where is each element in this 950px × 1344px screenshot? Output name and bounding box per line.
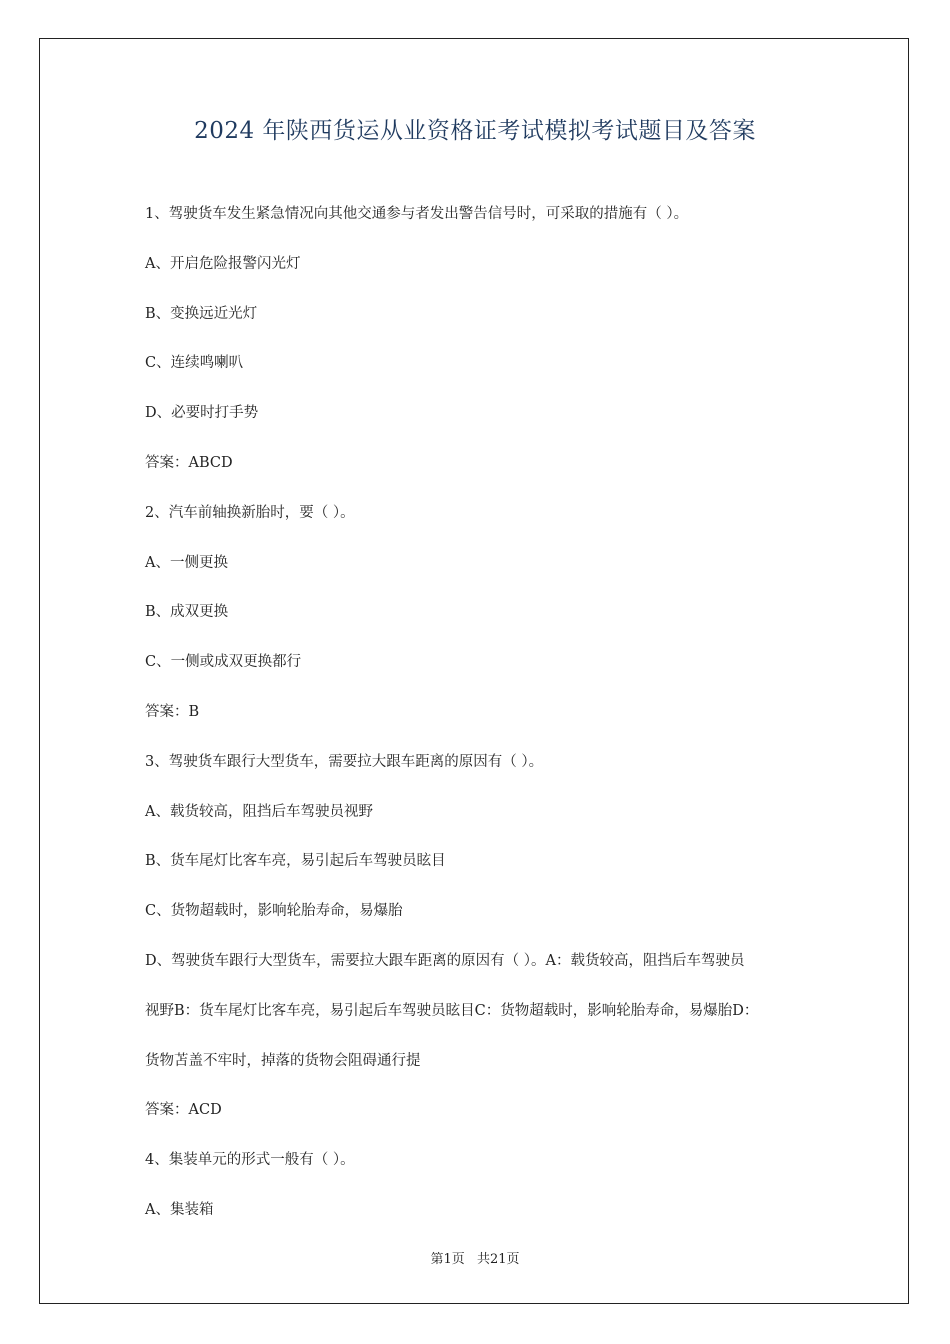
option-2c: C、一侧或成双更换都行: [145, 654, 302, 671]
option-2a: A、一侧更换: [145, 554, 228, 571]
option-4a: A、集装箱: [145, 1201, 214, 1218]
question-2: 2、汽车前轴换新胎时，要（ ）。: [145, 504, 355, 521]
option-2b: B、成双更换: [145, 604, 229, 621]
answer-1: 答案：ABCD: [145, 454, 233, 471]
option-1d: D、必要时打手势: [145, 405, 259, 422]
option-3d-line-1: D、驾驶货车跟行大型货车，需要拉大跟车距离的原因有（ ）。A：载货较高，阻挡后车驾驶员: [145, 952, 745, 969]
option-1c: C、连续鸣喇叭: [145, 355, 244, 372]
option-3a: A、载货较高，阻挡后车驾驶员视野: [145, 803, 373, 820]
page-footer: [0, 1248, 950, 1267]
page-total: 共21页: [476, 1252, 520, 1267]
document-body: [145, 200, 825, 1246]
answer-2: 答案：B: [145, 703, 200, 720]
question-1: 1、驾驶货车发生紧急情况向其他交通参与者发出警告信号时，可采取的措施有（ ）。: [145, 206, 689, 222]
page-number: 第1页: [430, 1252, 465, 1267]
document-title: 2024 年陕西货运从业资格证考试模拟考试题目及答案: [194, 118, 756, 144]
answer-3: 答案：ACD: [145, 1102, 222, 1119]
question-3: 3、驾驶货车跟行大型货车，需要拉大跟车距离的原因有（ ）。: [145, 753, 544, 770]
question-4: 4、集装单元的形式一般有（ ）。: [145, 1152, 355, 1169]
option-1b: B、变换远近光灯: [145, 305, 258, 322]
option-3b: B、货车尾灯比客车亮，易引起后车驾驶员眩目: [145, 853, 446, 870]
option-1a: A、开启危险报警闪光灯: [145, 255, 301, 272]
option-3d-line-2: 视野B：货车尾灯比客车亮，易引起后车驾驶员眩目C：货物超载时，影响轮胎寿命，易爆胎D：: [145, 1002, 759, 1019]
option-3c: C、货物超载时，影响轮胎寿命，易爆胎: [145, 903, 403, 920]
option-3d-line-3: 货物苫盖不牢时，掉落的货物会阻碍通行提: [145, 1052, 421, 1069]
